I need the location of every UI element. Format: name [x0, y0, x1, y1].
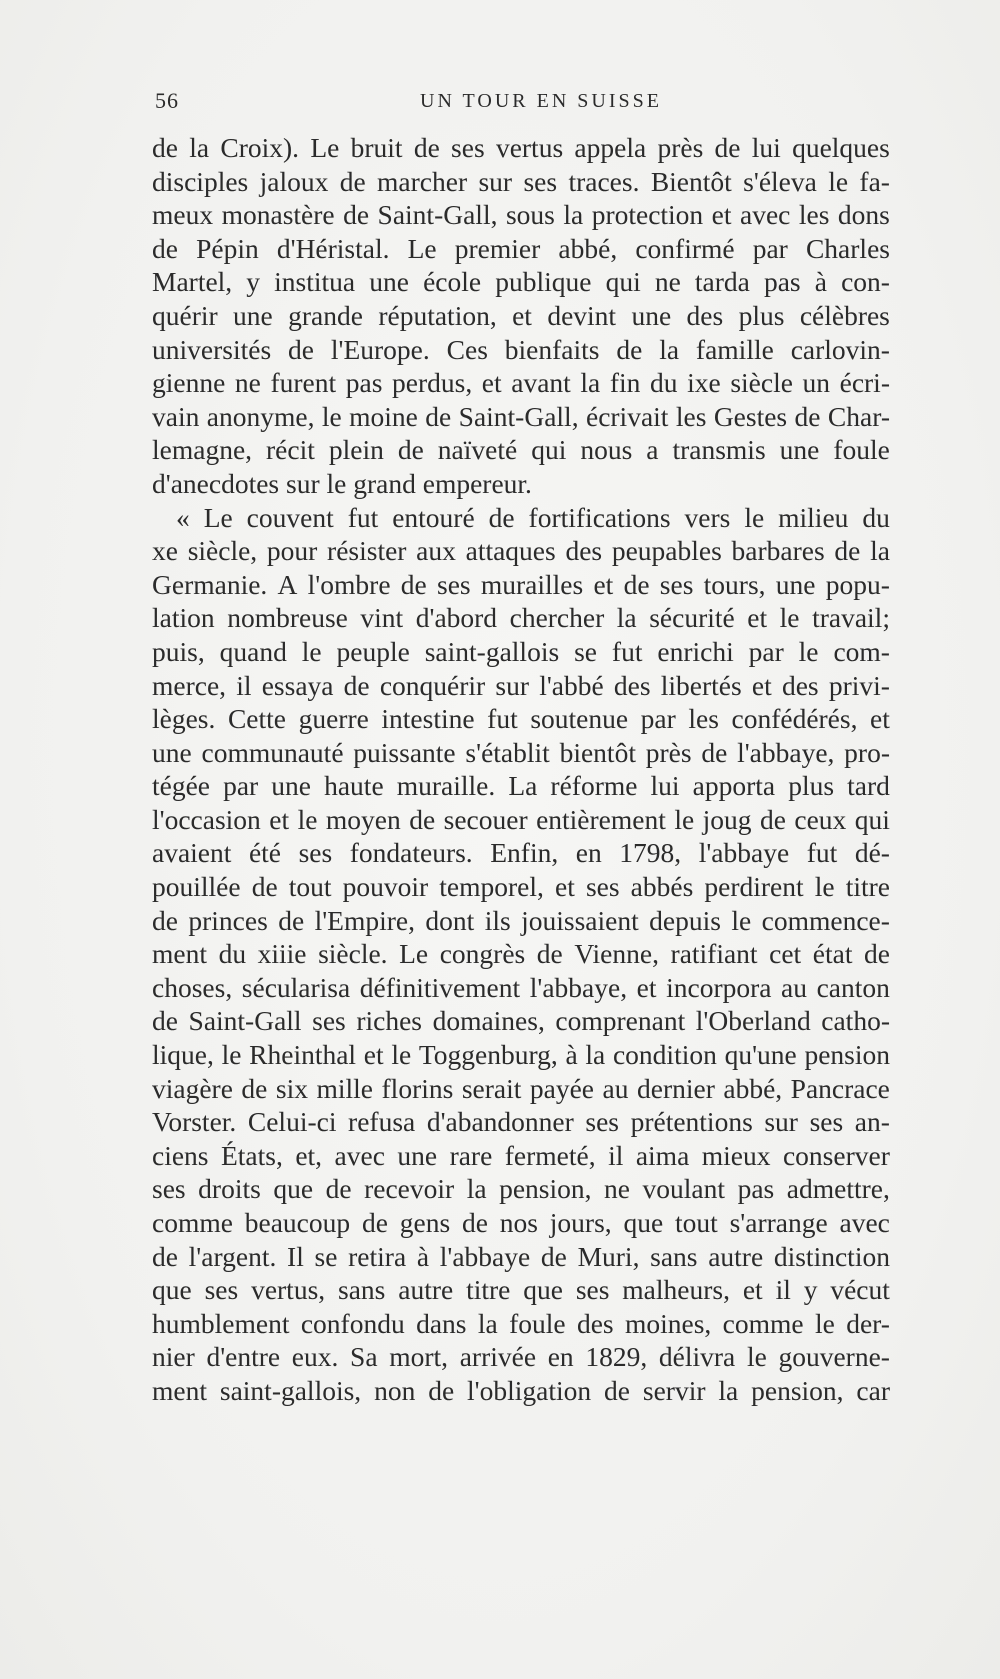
text-line: lèges. Cette guerre intestine fut soutenue par les confédérés, et	[152, 703, 890, 735]
text-line: de la Croix). Le bruit de ses vertus appela près de lui quelques	[152, 132, 890, 163]
text-line: ses droits que de recevoir la pension, ne voulant pas admettre,	[152, 1173, 890, 1205]
text-line: lique, le Rheinthal et le Toggenburg, à la condition qu'une pension	[152, 1039, 890, 1071]
text-line: humblement confondu dans la foule des moines, comme le der-	[152, 1307, 890, 1339]
text-line: Germanie. A l'ombre de ses murailles et de ses tours, une popu-	[152, 568, 890, 600]
text-line: comme beaucoup de gens de nos jours, que tout s'arrange avec	[152, 1207, 890, 1238]
text-line: nier d'entre eux. Sa mort, arrivée en 1829, délivra le gouverne-	[152, 1341, 890, 1373]
text-line: Vorster. Celui-ci refusa d'abandonner ses prétentions sur ses an-	[152, 1106, 890, 1138]
text-line: de Pépin d'Héristal. Le premier abbé, confirmé par Charles	[152, 232, 890, 264]
text-line: viagère de six mille florins serait payée au dernier abbé, Pancrace	[152, 1072, 890, 1104]
text-line: puis, quand le peuple saint-gallois se fut enrichi par le com-	[152, 635, 890, 667]
text-line: Martel, y institua une école publique qui ne tarda pas à con-	[152, 266, 890, 298]
text-line: pouillée de tout pouvoir temporel, et ses abbés perdirent le titre	[152, 871, 890, 903]
text-line: universités de l'Europe. Ces bienfaits de la famille carlovin-	[152, 333, 890, 365]
page-header	[152, 88, 890, 122]
text-line: ciens États, et, avec une rare fermeté, il aima mieux conserver	[152, 1139, 890, 1171]
text-line: disciples jaloux de marcher sur ses traces. Bientôt s'éleva le fa-	[152, 165, 890, 197]
text-line: ment du xiiie siècle. Le congrès de Vienne, ratifiant cet état de	[152, 938, 890, 970]
text-line: de l'argent. Il se retira à l'abbaye de Muri, sans autre distinction	[152, 1240, 890, 1272]
body-text	[152, 131, 890, 1408]
text-line: tégée par une haute muraille. La réforme lui apporta plus tard	[152, 770, 890, 802]
text-line: lation nombreuse vint d'abord chercher la sécurité et le travail;	[152, 602, 890, 634]
text-line: lemagne, récit plein de naïveté qui nous a transmis une foule	[152, 434, 890, 466]
text-line: une communauté puissante s'établit bientôt près de l'abbaye, pro-	[152, 736, 890, 768]
text-line: l'occasion et le moyen de secouer entièrement le joug de ceux qui	[152, 803, 890, 835]
text-line: que ses vertus, sans autre titre que ses malheurs, et il y vécut	[152, 1274, 890, 1306]
text-line: gienne ne furent pas perdus, et avant la fin du ixe siècle un écri-	[152, 367, 890, 399]
page-number: 56	[155, 88, 179, 113]
text-line: meux monastère de Saint-Gall, sous la protection et avec les dons	[152, 199, 890, 231]
text-line: de Saint-Gall ses riches domaines, comprenant l'Oberland catho-	[152, 1005, 890, 1037]
text-line: de princes de l'Empire, dont ils jouissaient depuis le commence-	[152, 904, 890, 936]
text-line: xe siècle, pour résister aux attaques des peupables barbares de la	[152, 535, 890, 567]
text-line: avaient été ses fondateurs. Enfin, en 1798, l'abbaye fut dé-	[152, 837, 890, 869]
running-title: UN TOUR EN SUISSE	[420, 90, 662, 112]
text-line: ment saint-gallois, non de l'obligation de servir la pension, car	[152, 1374, 890, 1406]
text-line: vain anonyme, le moine de Saint-Gall, écrivait les Gestes de Char-	[152, 400, 890, 432]
text-line: merce, il essaya de conquérir sur l'abbé des libertés et des privi-	[152, 669, 890, 701]
text-line: quérir une grande réputation, et devint une des plus célèbres	[152, 299, 890, 331]
text-line: d'anecdotes sur le grand empereur.	[152, 467, 532, 499]
text-line: « Le couvent fut entouré de fortifications vers le milieu du	[176, 501, 890, 533]
text-line: choses, sécularisa définitivement l'abbaye, et incorpora au canton	[152, 971, 890, 1003]
